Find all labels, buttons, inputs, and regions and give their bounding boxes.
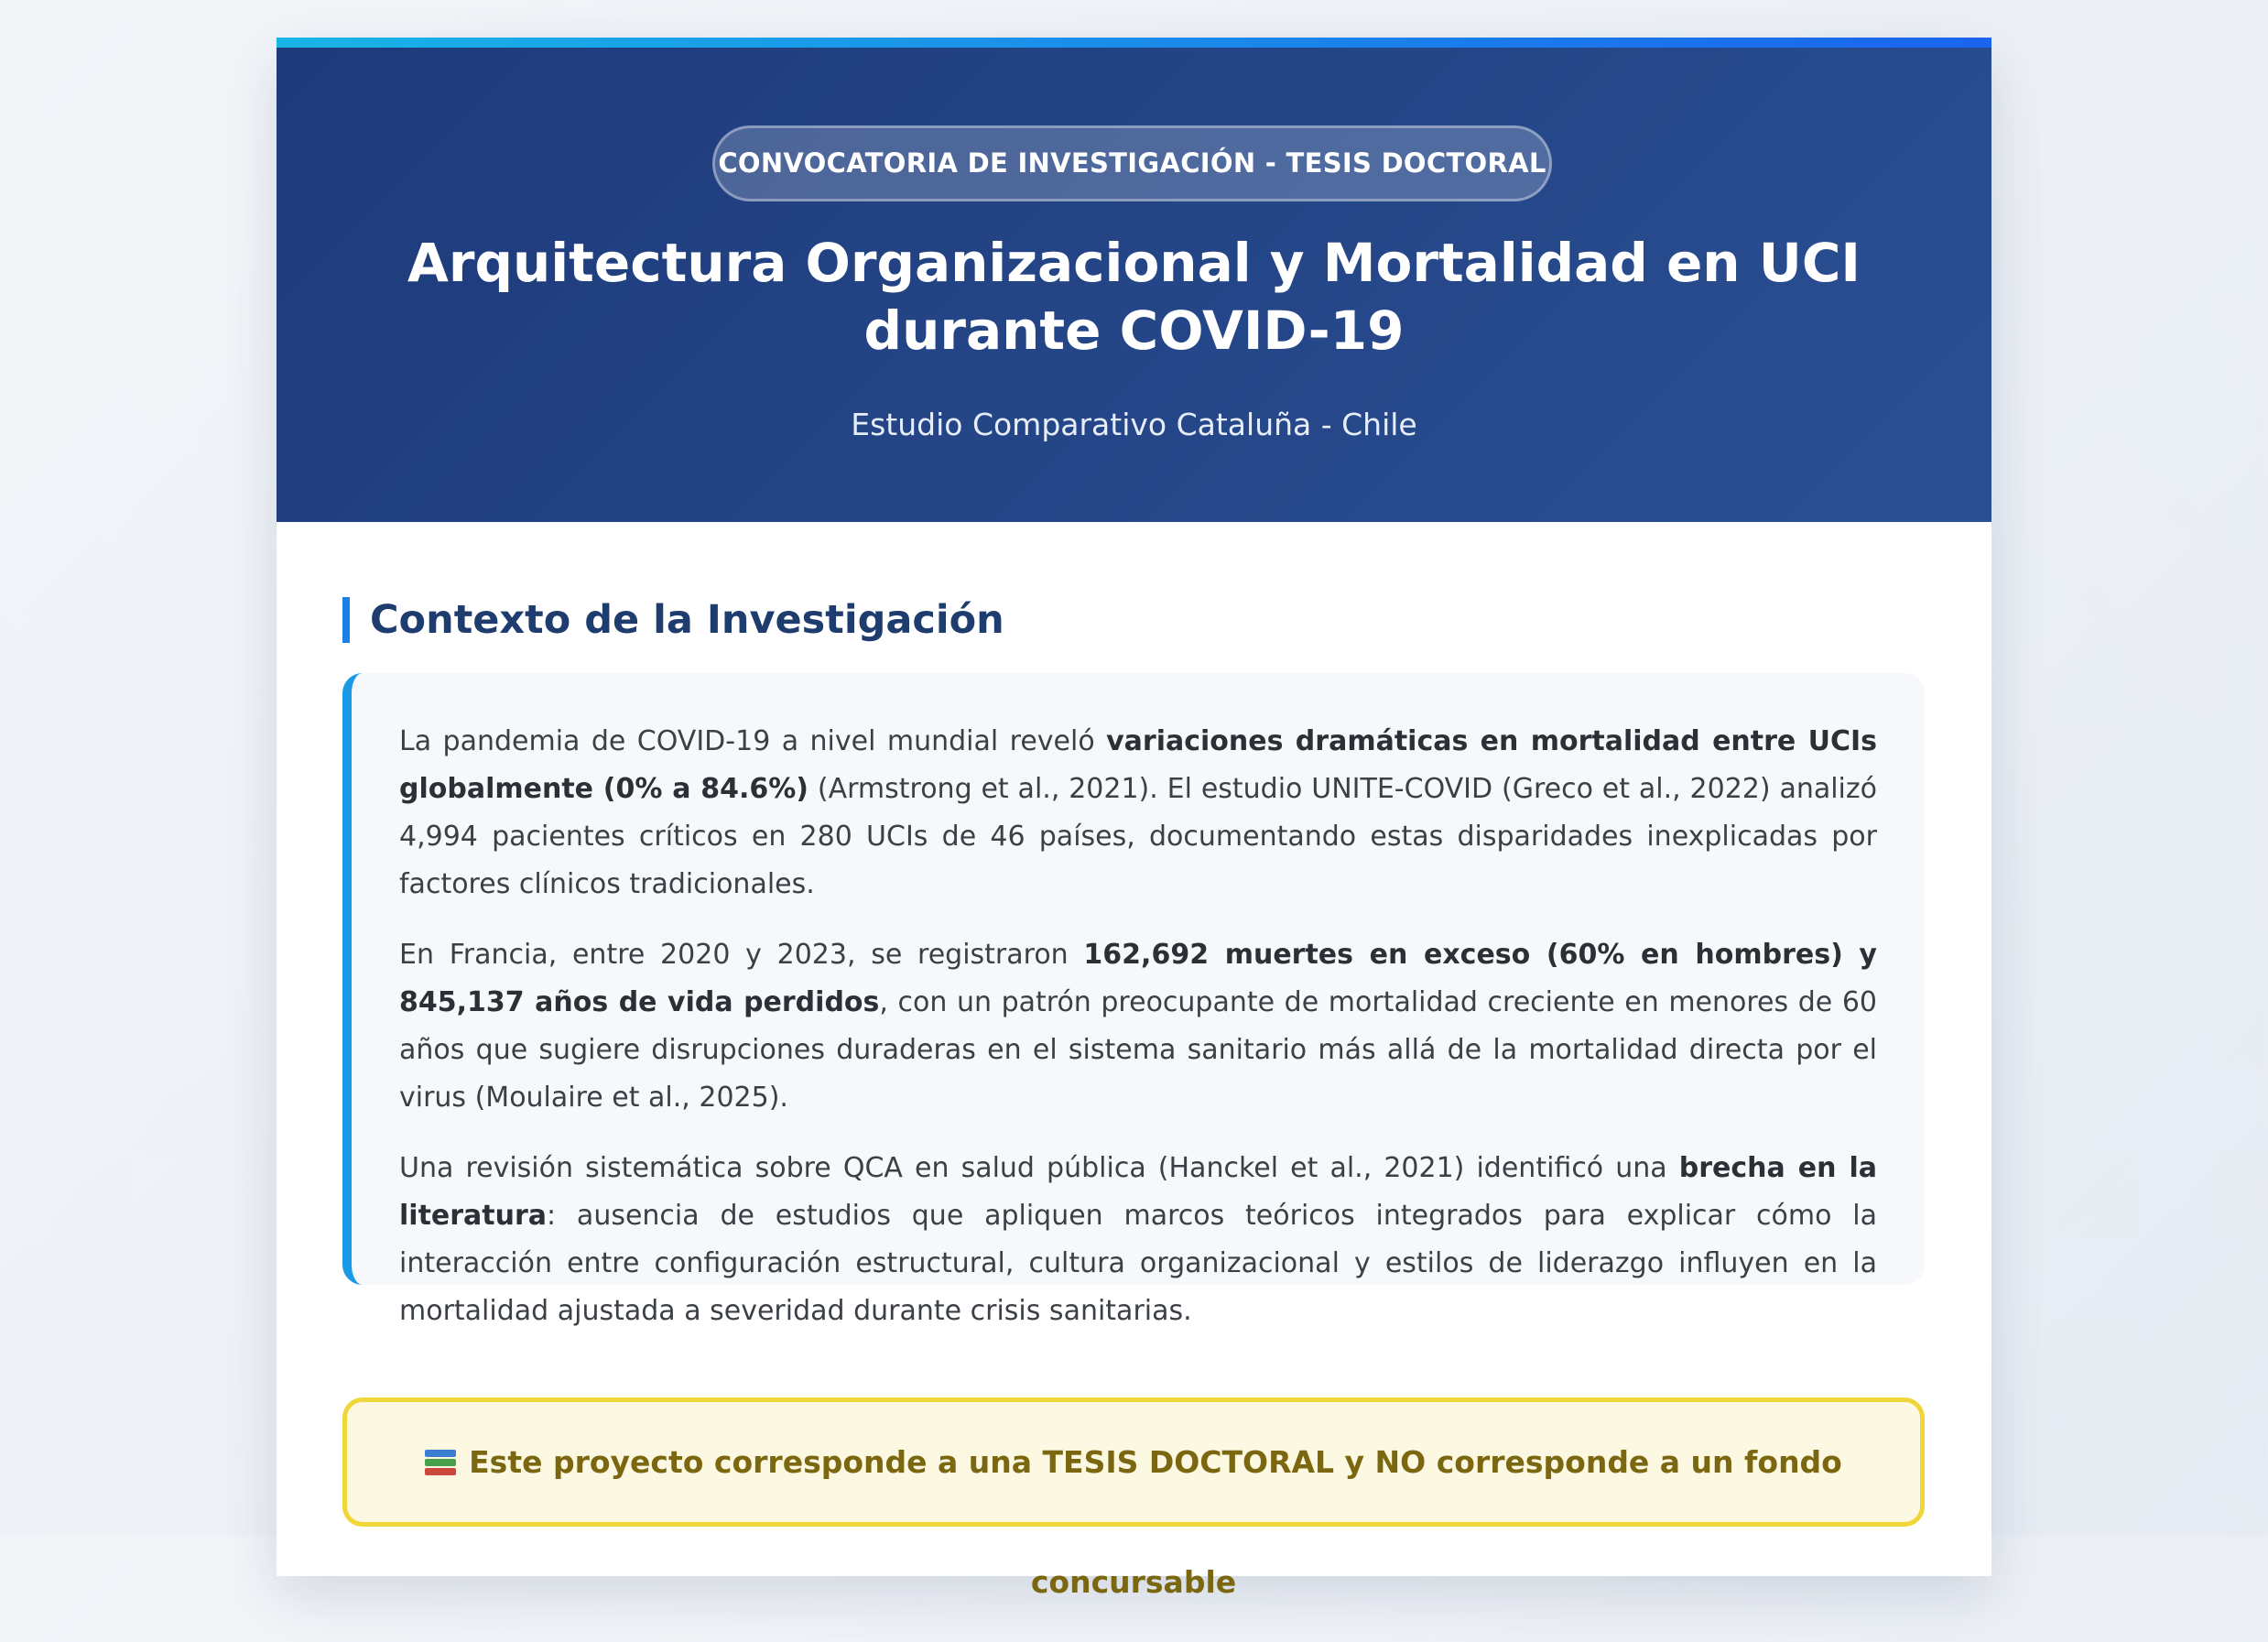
section-heading-context: Contexto de la Investigación bbox=[342, 597, 1004, 643]
context-paragraph-3: Una revisión sistemática sobre QCA en salud pública (Hanckel et al., 2021) identificó una brecha en la literatura: ausencia de estudios que apliquen marcos teóricos integrados para explicar cómo la interacción entre configuración estructural, cultura organizacional y estilos de liderazgo influyen en la mortalidad ajustada a severidad durante crisis sanitarias. bbox=[399, 1152, 1877, 1327]
context-box bbox=[342, 673, 1925, 1327]
main-card bbox=[277, 38, 1991, 1600]
page-header bbox=[277, 38, 1991, 522]
page-title: Arquitectura Organizacional y Mortalidad en UCI durante COVID-19 bbox=[407, 232, 1861, 362]
context-paragraph-2: En Francia, entre 2020 y 2023, se registraron 162,692 muertes en exceso (60% en hombres) y 845,137 años de vida perdidos, con un patrón preocupante de mortalidad creciente en menores de 60 años que sugiere disrupciones duraderas en el sistema sanitario más allá de la mortalidad directa por el virus (Moulaire et al., 2025). bbox=[399, 939, 1877, 1114]
context-paragraph-1: La pandemia de COVID-19 a nivel mundial reveló variaciones dramáticas en mortalidad entre UCIs globalmente (0% a 84.6%) (Armstrong et al., 2021). El estudio UNITE-COVID (Greco et al., 2022) analizó 4,994 pacientes críticos en 280 UCIs de 46 países, documentando estas disparidades inexplicadas por factores clínicos tradicionales. bbox=[399, 725, 1877, 900]
thesis-notice bbox=[342, 1397, 1925, 1600]
books-icon bbox=[425, 1450, 456, 1475]
page-subtitle: Estudio Comparativo Cataluña - Chile bbox=[851, 407, 1417, 442]
call-badge: CONVOCATORIA DE INVESTIGACIÓN - TESIS DOCTORAL bbox=[712, 125, 1552, 201]
notice-text: Este proyecto corresponde a una TESIS DOCTORAL y NO corresponde a un fondo concursable bbox=[469, 1444, 1842, 1600]
